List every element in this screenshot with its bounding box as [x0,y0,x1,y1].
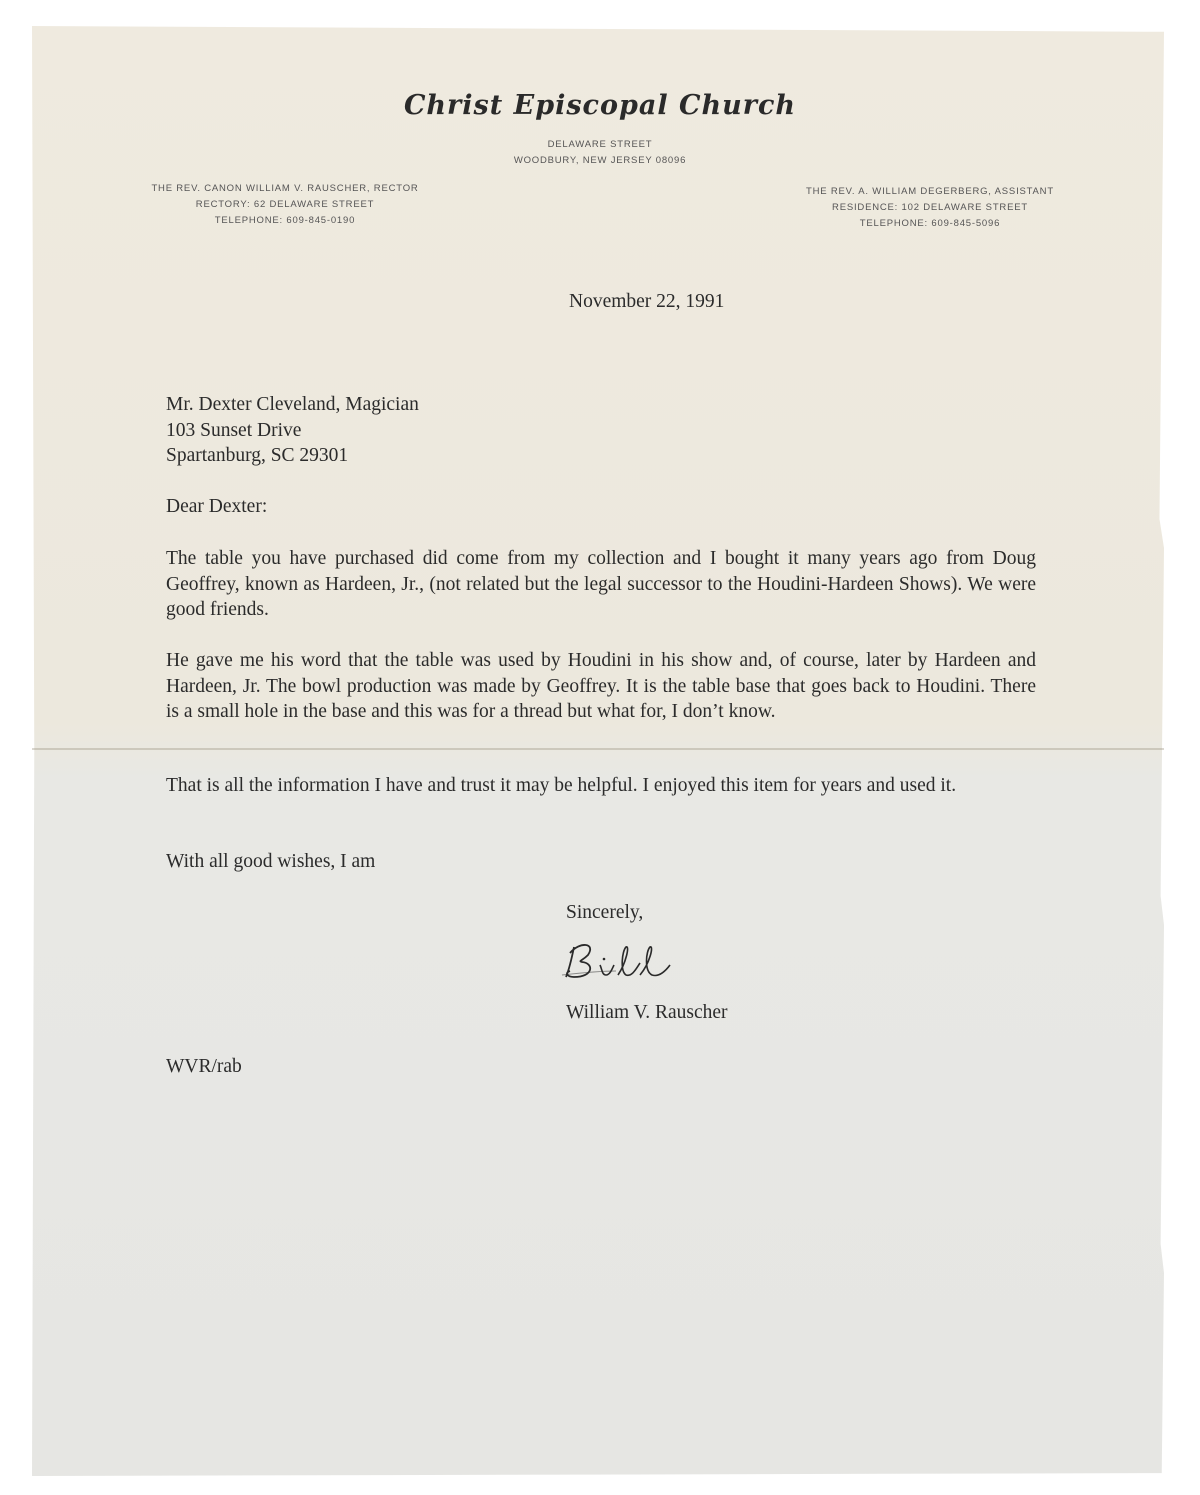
rector-phone: TELEPHONE: 609-845-0190 [214,215,356,226]
signer-name: William V. Rauscher [566,1002,728,1023]
sign-off: Sincerely, [566,902,644,923]
rector-info [130,181,440,229]
salutation: Dear Dexter: [166,496,268,517]
church-name: Christ Episcopal Church [403,90,797,121]
church-city: WOODBURY, NEW JERSEY 08096 [513,155,687,166]
recipient-line: Spartanburg, SC 29301 [166,445,349,466]
fold-crease [32,748,1164,750]
assistant-info [780,184,1080,232]
church-address [450,137,750,169]
assistant-address: RESIDENCE: 102 DELAWARE STREET [832,202,1028,213]
rector-name: THE REV. CANON WILLIAM V. RAUSCHER, RECTOR [151,183,419,194]
body-paragraph: That is all the information I have and trust it may be helpful. I enjoyed this item for years and used it. [166,775,957,796]
assistant-name: THE REV. A. WILLIAM DEGERBERG, ASSISTANT [806,186,1054,197]
assistant-phone: TELEPHONE: 609-845-5096 [859,218,1001,229]
recipient-line: Mr. Dexter Cleveland, Magician [166,394,419,415]
church-street: DELAWARE STREET [547,139,653,150]
body-paragraph: The table you have purchased did come from my collection and I bought it many years ago from Doug Geoffrey, known as Hardeen, Jr., (not related but the legal successor to the Houdini-Hardeen Shows). We were good friends. [166,548,1036,620]
recipient-block [166,392,419,469]
body-paragraph: He gave me his word that the table was used by Houdini in his show and, of course, later by Hardeen and Hardeen, Jr. The bowl production was made by Geoffrey. It is the table base that goes back to Houdini. There is a small hole in the base and this was for a thread but what for, I don’t know. [166,650,1036,722]
typist-initials: WVR/rab [166,1056,242,1077]
rector-address: RECTORY: 62 DELAWARE STREET [195,199,375,210]
closing-line: With all good wishes, I am [166,851,376,872]
recipient-line: 103 Sunset Drive [166,419,302,441]
handwritten-signature [560,935,680,985]
letter-paper [32,26,1164,1476]
letter-date: November 22, 1991 [569,291,725,312]
